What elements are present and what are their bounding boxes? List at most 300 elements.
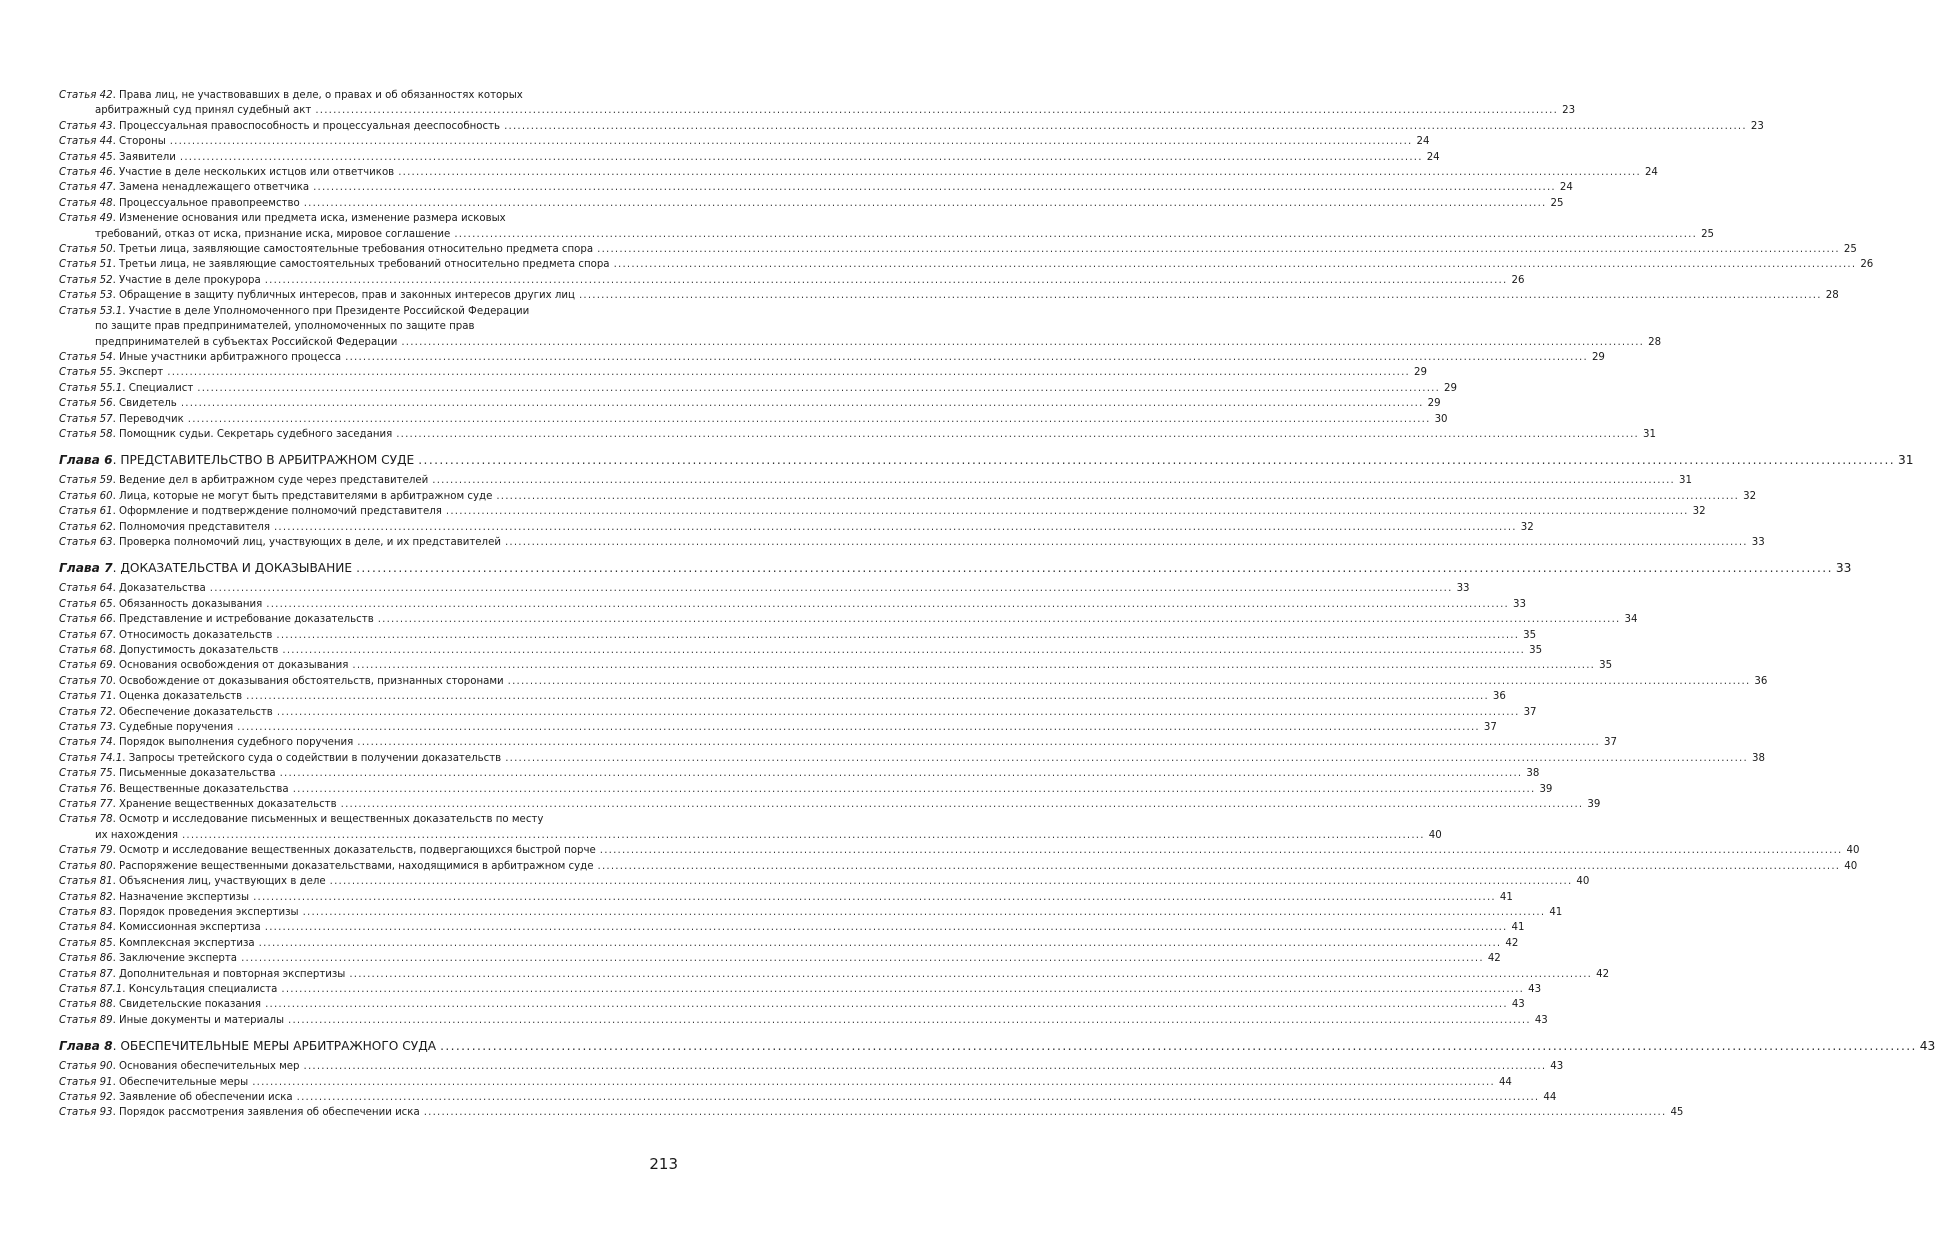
entry-text: Статья 77. Хранение вещественных доказательств <box>59 799 337 811</box>
entry-title: Полномочия представителя <box>119 521 270 533</box>
toc-line <box>59 674 1768 689</box>
entry-page: 36 <box>1754 675 1768 687</box>
toc-entry <box>59 705 1537 720</box>
article-label: Статья 71 <box>59 691 113 703</box>
entry-page: 28 <box>1825 290 1839 302</box>
entry-text: Статья 80. Распоряжение вещественными доказательствами, находящимися в арбитражном суде <box>59 860 594 872</box>
entry-text: Статья 89. Иные документы и материалы <box>59 1014 285 1026</box>
toc-entry <box>59 134 1430 149</box>
entry-text: Статья 68. Допустимость доказательств <box>59 645 279 656</box>
entry-title: Заключение эксперта <box>119 953 238 965</box>
toc-line <box>59 489 1757 504</box>
toc-line <box>59 165 1658 180</box>
entry-title: Третьи лица, не заявляющие самостоятельных требований относительно предмета спора <box>119 259 610 271</box>
entry-page: 31 <box>1679 475 1692 487</box>
entry-title: Заявители <box>119 151 176 163</box>
dot-leader <box>505 535 1748 550</box>
dot-leader <box>304 1059 1547 1074</box>
entry-title: арбитражный суд принял судебный акт <box>95 105 312 117</box>
article-label: Статья 44 <box>59 136 113 148</box>
entry-page: 26 <box>1860 259 1874 271</box>
entry-title: Участие в деле нескольких истцов или ответчиков <box>119 167 395 179</box>
toc-entry <box>59 982 1542 997</box>
entry-page: 32 <box>1692 506 1706 518</box>
entry-title: Иные документы и материалы <box>119 1014 285 1026</box>
dot-leader <box>282 643 1525 658</box>
entry-text: Статья 86. Заключение эксперта <box>59 953 238 965</box>
entry-title: Оценка доказательств <box>119 691 243 703</box>
entry-text: Статья 81. Объяснения лиц, участвующих в деле <box>59 876 326 888</box>
entry-text: Статья 60. Лица, которые не могут быть представителями в арбитражном суде <box>59 490 493 502</box>
entry-page: 42 <box>1596 968 1610 980</box>
toc-line <box>59 874 1590 889</box>
toc-entry <box>59 88 1576 119</box>
entry-title: Участие в деле Уполномоченного при Президенте Российской Федерации <box>128 305 530 317</box>
article-label: Статья 51 <box>59 259 113 271</box>
dot-leader <box>432 473 1675 488</box>
table-of-contents <box>59 88 1935 1121</box>
toc-line <box>59 365 1427 380</box>
toc-entry <box>59 473 1692 488</box>
entry-title: Порядок проведения экспертизы <box>119 906 299 918</box>
toc-entry <box>59 119 1764 134</box>
dot-leader <box>345 350 1588 365</box>
toc-line <box>59 504 1706 519</box>
article-label: Статья 78 <box>59 814 113 826</box>
entry-text <box>95 227 450 242</box>
article-label: Статья 82 <box>59 891 113 903</box>
toc-line <box>59 859 1858 874</box>
toc-entry <box>59 520 1534 535</box>
toc-chapter <box>59 1038 1935 1055</box>
toc-entry <box>59 936 1519 951</box>
toc-entry <box>59 920 1525 935</box>
entry-text: Статья 70. Освобождение от доказывания обстоятельств, признанных сторонами <box>59 675 504 687</box>
entry-text: Статья 49. Изменение основания или предмета иска, изменение размера исковых <box>59 213 506 225</box>
entry-page: 37 <box>1604 737 1617 749</box>
toc-line <box>59 936 1519 951</box>
dot-leader <box>508 674 1751 689</box>
toc-line <box>59 560 1852 577</box>
dot-leader <box>297 1090 1540 1105</box>
toc-entry <box>59 412 1448 427</box>
entry-title: ДОКАЗАТЕЛЬСТВА И ДОКАЗЫВАНИЕ <box>120 561 353 576</box>
entry-title: Письменные доказательства <box>119 768 276 780</box>
entry-title: Комплексная экспертиза <box>119 937 255 949</box>
entry-title: Лица, которые не могут быть представителями в арбитражном суде <box>119 490 493 502</box>
toc-line <box>59 951 1501 966</box>
toc-line <box>59 705 1537 720</box>
toc-entry <box>59 797 1601 812</box>
article-label: Статья 63 <box>59 536 113 548</box>
toc-line <box>59 890 1513 905</box>
entry-text: Статья 47. Замена ненадлежащего ответчика <box>59 182 310 194</box>
dot-leader <box>504 119 1747 134</box>
toc-line <box>59 1038 1935 1055</box>
article-label: Статья 54 <box>59 351 113 363</box>
dot-leader <box>265 273 1508 288</box>
entry-title: по защите прав предпринимателей, уполномоченных по защите прав <box>95 321 475 333</box>
entry-page: 39 <box>1539 783 1553 795</box>
dot-leader <box>181 396 1424 411</box>
article-label: Статья 81 <box>59 876 113 888</box>
entry-text: Статья 42. Права лиц, не участвовавших в деле, о правах и об обязанностях которых <box>59 90 523 101</box>
page-number: 213 <box>649 1155 678 1173</box>
entry-page: 25 <box>1843 244 1857 256</box>
entry-page: 44 <box>1498 1076 1512 1088</box>
entry-title: Проверка полномочий лиц, участвующих в деле, и их представителей <box>119 536 501 548</box>
toc-entry <box>59 504 1706 519</box>
toc-entry <box>59 997 1525 1012</box>
article-label: Статья 77 <box>59 799 113 811</box>
dot-leader <box>281 982 1524 997</box>
dot-leader <box>241 951 1484 966</box>
toc-line <box>59 288 1839 303</box>
toc-line <box>59 257 1874 272</box>
dot-leader <box>341 797 1584 812</box>
toc-line <box>59 103 1576 118</box>
entry-page: 23 <box>1750 120 1764 132</box>
entry-page: 40 <box>1576 876 1590 888</box>
toc-line <box>59 812 680 827</box>
chapter-label: Глава 7 <box>59 561 113 576</box>
toc-line <box>59 242 1857 257</box>
entry-text: Глава 7. ДОКАЗАТЕЛЬСТВА И ДОКАЗЫВАНИЕ <box>59 561 353 576</box>
entry-title: Права лиц, не участвовавших в деле, о правах и об обязанностях которых <box>119 90 523 101</box>
entry-text: Глава 6. ПРЕДСТАВИТЕЛЬСТВО В АРБИТРАЖНОМ СУДЕ <box>59 453 415 468</box>
entry-text: Статья 91. Обеспечительные меры <box>59 1076 249 1088</box>
entry-text: Статья 87.1. Консультация специалиста <box>59 983 278 995</box>
article-label: Статья 84 <box>59 922 113 934</box>
entry-title: Осмотр и исследование письменных и вещественных доказательств по месту <box>119 814 544 826</box>
entry-page: 37 <box>1523 706 1537 718</box>
entry-title: Освобождение от доказывания обстоятельств, признанных сторонами <box>119 675 504 687</box>
article-label: Статья 87.1 <box>59 983 123 995</box>
entry-page: 43 <box>1919 1039 1935 1054</box>
toc-entry <box>59 689 1506 704</box>
entry-text: Глава 8. ОБЕСПЕЧИТЕЛЬНЫЕ МЕРЫ АРБИТРАЖНОГО СУДА <box>59 1039 437 1054</box>
dot-leader <box>349 967 1592 982</box>
toc-entry <box>59 288 1839 303</box>
entry-text: Статья 65. Обязанность доказывания <box>59 598 263 610</box>
toc-line <box>59 88 680 103</box>
article-label: Статья 89 <box>59 1014 113 1026</box>
article-label: Статья 62 <box>59 521 113 533</box>
toc-line <box>59 150 1440 165</box>
article-label: Статья 58 <box>59 428 113 440</box>
toc-entry <box>59 735 1617 750</box>
entry-page: 30 <box>1434 413 1448 425</box>
entry-text: Статья 67. Относимость доказательств <box>59 629 273 641</box>
entry-title: Основания освобождения от доказывания <box>119 660 349 672</box>
entry-text: Статья 69. Основания освобождения от доказывания <box>59 660 349 672</box>
toc-entry <box>59 180 1573 195</box>
entry-text: Статья 73. Судебные поручения <box>59 722 234 734</box>
entry-page: 36 <box>1492 691 1506 703</box>
toc-line <box>59 782 1553 797</box>
article-label: Статья 55.1 <box>59 382 123 394</box>
entry-title: ПРЕДСТАВИТЕЛЬСТВО В АРБИТРАЖНОМ СУДЕ <box>120 453 415 468</box>
entry-title: Относимость доказательств <box>119 629 273 641</box>
article-label: Статья 61 <box>59 506 113 518</box>
entry-title: Обязанность доказывания <box>119 598 263 610</box>
entry-page: 29 <box>1427 398 1441 410</box>
entry-title: Свидетель <box>119 398 177 410</box>
dot-leader <box>440 1038 1917 1055</box>
toc-entry <box>59 843 1860 858</box>
toc-entry <box>59 1105 1684 1120</box>
article-label: Статья 53.1 <box>59 305 123 317</box>
toc-line <box>59 967 1610 982</box>
entry-text: Статья 87. Дополнительная и повторная экспертизы <box>59 968 346 980</box>
toc-line <box>59 335 1662 350</box>
entry-title: Консультация специалиста <box>128 983 278 995</box>
entry-title: Назначение экспертизы <box>119 891 250 903</box>
entry-text: Статья 90. Основания обеспечительных мер <box>59 1061 300 1073</box>
dot-leader <box>401 335 1644 350</box>
toc-entry <box>59 597 1526 612</box>
article-label: Статья 76 <box>59 783 113 795</box>
toc-line <box>59 982 1542 997</box>
entry-title: Специалист <box>128 382 194 394</box>
toc-line <box>59 412 1448 427</box>
article-label: Статья 87 <box>59 968 113 980</box>
entry-page: 29 <box>1414 367 1427 379</box>
article-label: Статья 50 <box>59 244 113 256</box>
entry-page: 44 <box>1543 1091 1557 1103</box>
entry-page: 32 <box>1520 521 1534 533</box>
toc-line <box>59 1075 1512 1090</box>
toc-line <box>59 797 1601 812</box>
entry-title: Допустимость доказательств <box>119 645 279 656</box>
toc-entry <box>59 1090 1557 1105</box>
article-label: Статья 83 <box>59 906 113 918</box>
dot-leader <box>597 242 1840 257</box>
entry-text: Статья 75. Письменные доказательства <box>59 768 276 780</box>
entry-page: 29 <box>1444 382 1458 394</box>
entry-title: Переводчик <box>119 413 184 425</box>
toc-entry <box>59 890 1513 905</box>
toc-line <box>59 473 1692 488</box>
dot-leader <box>276 628 1519 643</box>
dot-leader <box>266 597 1509 612</box>
article-label: Статья 70 <box>59 675 113 687</box>
entry-text: Статья 66. Представление и истребование доказательств <box>59 614 374 626</box>
dot-leader <box>398 165 1641 180</box>
toc-entry <box>59 874 1590 889</box>
toc-line <box>59 196 1564 211</box>
dot-leader <box>357 735 1600 750</box>
entry-page: 31 <box>1643 428 1656 440</box>
entry-text: Статья 83. Порядок проведения экспертизы <box>59 906 299 918</box>
toc-entry <box>59 967 1610 982</box>
toc-entry <box>59 350 1605 365</box>
toc-line <box>59 350 1605 365</box>
entry-text <box>95 103 311 118</box>
entry-title: Основания обеспечительных мер <box>119 1061 300 1073</box>
toc-line <box>59 427 1656 442</box>
article-label: Статья 72 <box>59 706 113 718</box>
entry-page: 32 <box>1743 490 1757 502</box>
entry-title: Эксперт <box>119 367 164 379</box>
toc-entry <box>59 581 1470 596</box>
dot-leader <box>352 658 1595 673</box>
entry-text: Статья 92. Заявление об обеспечении иска <box>59 1091 293 1103</box>
toc-line <box>59 520 1534 535</box>
toc-entry <box>59 489 1757 504</box>
dot-leader <box>454 227 1697 242</box>
entry-page: 35 <box>1523 629 1537 641</box>
entry-page: 35 <box>1599 660 1613 672</box>
toc-entry <box>59 150 1440 165</box>
toc-chapter <box>59 560 1852 577</box>
toc-line <box>59 612 1638 627</box>
entry-page: 43 <box>1550 1061 1564 1073</box>
dot-leader <box>259 936 1502 951</box>
entry-text: Статья 44. Стороны <box>59 136 166 148</box>
entry-text <box>95 828 178 843</box>
toc-line <box>59 211 680 226</box>
entry-text: Статья 46. Участие в деле нескольких истцов или ответчиков <box>59 167 395 179</box>
entry-text: Статья 82. Назначение экспертизы <box>59 891 250 903</box>
toc-line <box>59 1090 1557 1105</box>
toc-line <box>59 119 1764 134</box>
entry-title: Порядок выполнения судебного поручения <box>119 737 354 749</box>
entry-title: Изменение основания или предмета иска, изменение размера исковых <box>119 213 506 225</box>
dot-leader <box>424 1105 1667 1120</box>
toc-entry <box>59 1013 1548 1028</box>
toc-entry <box>59 196 1564 211</box>
entry-title: Замена ненадлежащего ответчика <box>119 182 310 194</box>
entry-title: Участие в деле прокурора <box>119 274 261 286</box>
entry-page: 26 <box>1511 274 1525 286</box>
entry-page: 24 <box>1559 182 1573 194</box>
entry-title: Представление и истребование доказательств <box>119 614 374 626</box>
entry-page: 33 <box>1513 598 1526 610</box>
entry-text: Статья 61. Оформление и подтверждение полномочий представителя <box>59 506 442 518</box>
entry-title: Распоряжение вещественными доказательствами, находящимися в арбитражном суде <box>119 860 594 872</box>
toc-entry <box>59 905 1563 920</box>
entry-text: Статья 63. Проверка полномочий лиц, участвующих в деле, и их представителей <box>59 536 501 548</box>
entry-text: Статья 64. Доказательства <box>59 583 206 595</box>
entry-title: Процессуальное правопреемство <box>119 197 300 209</box>
entry-text: Статья 54. Иные участники арбитражного процесса <box>59 351 342 363</box>
entry-text: Статья 76. Вещественные доказательства <box>59 783 289 795</box>
entry-page: 41 <box>1499 891 1513 903</box>
toc-line <box>59 905 1563 920</box>
entry-page: 28 <box>1648 336 1662 348</box>
entry-page: 24 <box>1644 167 1658 179</box>
toc-line <box>59 735 1617 750</box>
entry-page: 39 <box>1587 799 1601 811</box>
article-label: Статья 73 <box>59 722 113 734</box>
entry-text: Статья 53. Обращение в защиту публичных интересов, прав и законных интересов других лиц <box>59 290 575 302</box>
chapter-label: Глава 6 <box>59 453 113 468</box>
article-label: Статья 93 <box>59 1107 113 1119</box>
toc-entry <box>59 242 1857 257</box>
dot-leader <box>237 720 1480 735</box>
entry-title: Запросы третейского суда о содействии в получении доказательств <box>128 752 502 764</box>
entry-text: Статья 88. Свидетельские показания <box>59 999 262 1011</box>
toc-entry <box>59 859 1858 874</box>
entry-page: 38 <box>1751 752 1765 764</box>
entry-page: 40 <box>1846 845 1860 857</box>
dot-leader <box>330 874 1573 889</box>
toc-line <box>59 319 680 334</box>
dot-leader <box>265 997 1508 1012</box>
article-label: Статья 52 <box>59 274 113 286</box>
entry-title: предпринимателей в субъектах Российской Федерации <box>95 336 398 348</box>
article-label: Статья 68 <box>59 645 113 656</box>
toc-line <box>59 134 1430 149</box>
article-label: Статья 45 <box>59 151 113 163</box>
entry-page: 34 <box>1624 614 1638 626</box>
article-label: Статья 91 <box>59 1076 113 1088</box>
article-label: Статья 43 <box>59 120 113 132</box>
toc-line <box>59 843 1860 858</box>
toc-line <box>59 452 1914 469</box>
dot-leader <box>304 196 1547 211</box>
entry-title: Оформление и подтверждение полномочий представителя <box>119 506 442 518</box>
article-label: Статья 79 <box>59 845 113 857</box>
entry-title: Хранение вещественных доказательств <box>119 799 337 811</box>
chapter-label: Глава 8 <box>59 1039 113 1054</box>
dot-leader <box>253 890 1496 905</box>
entry-page: 38 <box>1526 768 1540 780</box>
dot-leader <box>182 828 1425 843</box>
article-label: Статья 74 <box>59 737 113 749</box>
toc-line <box>59 1105 1684 1120</box>
toc-entry <box>59 674 1768 689</box>
article-label: Статья 88 <box>59 999 113 1011</box>
toc-entry <box>59 643 1543 658</box>
toc-line <box>59 920 1525 935</box>
entry-title: их нахождения <box>95 829 178 841</box>
dot-leader <box>303 905 1546 920</box>
dot-leader <box>265 920 1508 935</box>
toc-entry <box>59 628 1537 643</box>
toc-line <box>59 766 1540 781</box>
entry-page: 25 <box>1701 228 1715 240</box>
entry-page: 41 <box>1511 922 1525 934</box>
article-label: Статья 74.1 <box>59 752 123 764</box>
toc-entry <box>59 751 1765 766</box>
entry-text: Статья 78. Осмотр и исследование письменных и вещественных доказательств по месту <box>59 814 544 826</box>
toc-entry <box>59 612 1638 627</box>
toc-line <box>59 828 1442 843</box>
toc-line <box>59 597 1526 612</box>
toc-entry <box>59 381 1458 396</box>
entry-text: Статья 93. Порядок рассмотрения заявления об обеспечении иска <box>59 1107 420 1119</box>
entry-title: Дополнительная и повторная экспертизы <box>119 968 346 980</box>
entry-text: Статья 57. Переводчик <box>59 413 184 425</box>
entry-title: Вещественные доказательства <box>119 783 289 795</box>
toc-entry <box>59 304 1662 350</box>
entry-text: Статья 85. Комплексная экспертиза <box>59 937 255 949</box>
article-label: Статья 55 <box>59 367 113 379</box>
entry-text: Статья 45. Заявители <box>59 151 176 163</box>
entry-title: ОБЕСПЕЧИТЕЛЬНЫЕ МЕРЫ АРБИТРАЖНОГО СУДА <box>120 1039 437 1054</box>
dot-leader <box>600 843 1843 858</box>
entry-title: Судебные поручения <box>119 722 234 734</box>
toc-line <box>59 381 1458 396</box>
entry-page: 31 <box>1898 453 1914 468</box>
entry-page: 23 <box>1562 105 1576 117</box>
entry-title: Осмотр и исследование вещественных доказательств, подвергающихся быстрой порче <box>119 845 596 857</box>
entry-text: Статья 53.1. Участие в деле Уполномоченного при Президенте Российской Федерации <box>59 305 530 317</box>
toc-entry <box>59 1075 1512 1090</box>
entry-page: 43 <box>1528 983 1542 995</box>
